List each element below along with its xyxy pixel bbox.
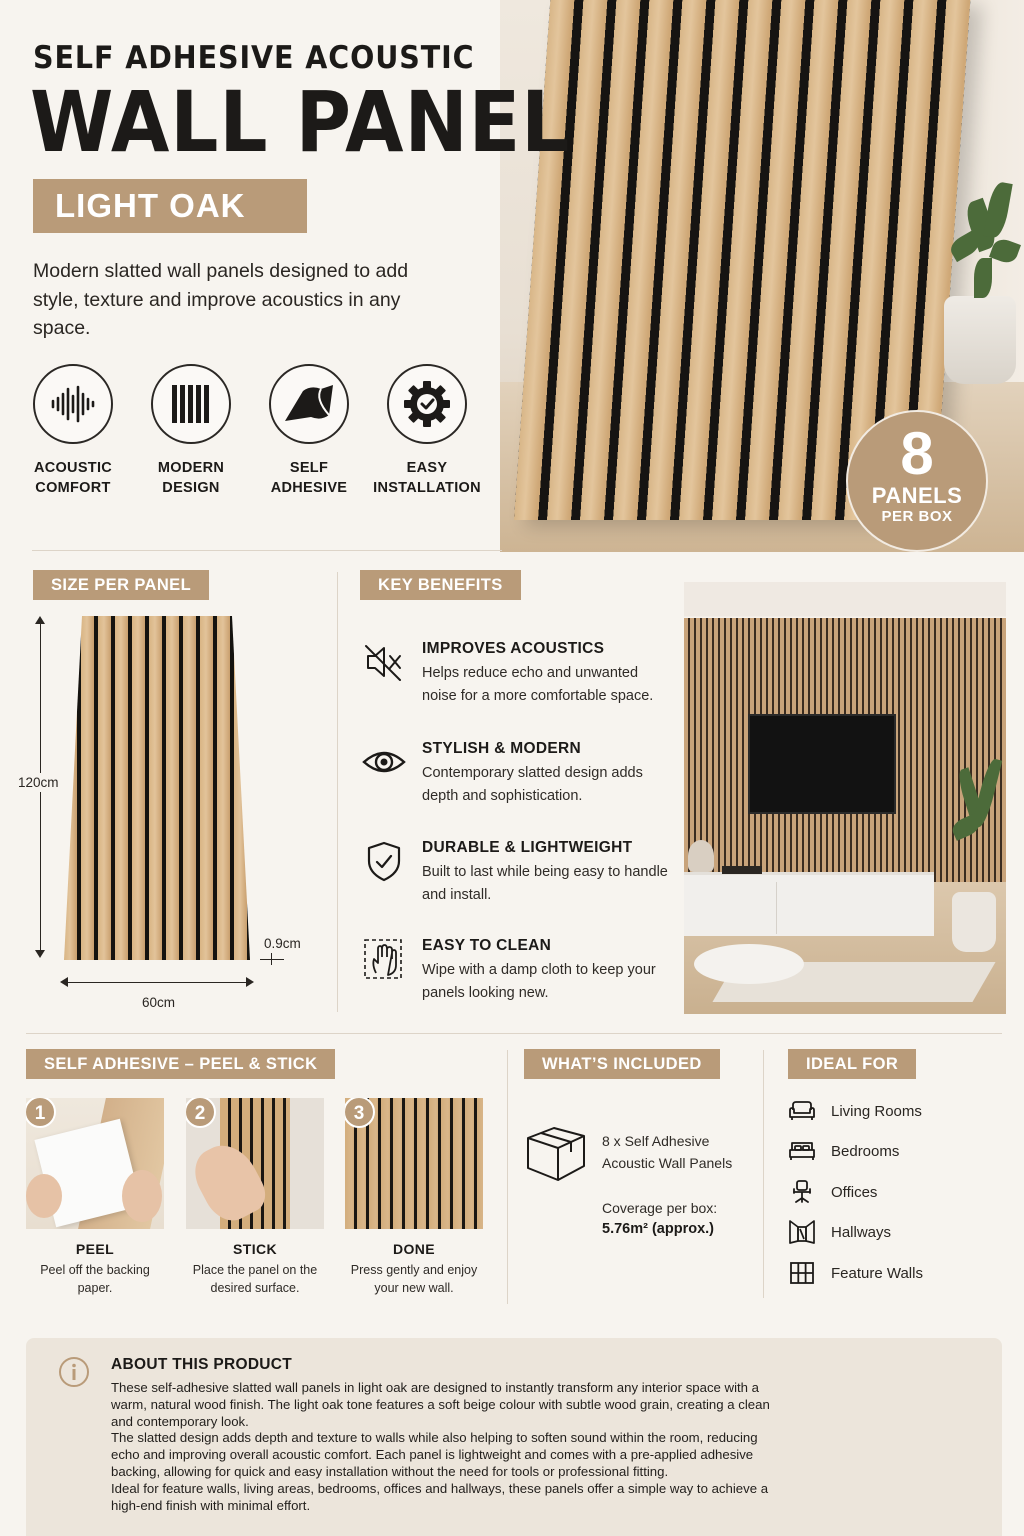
benefit-title: EASY TO CLEAN [422, 937, 552, 954]
coverage-value: 5.76m² (approx.) [602, 1221, 714, 1237]
plant-leaf [974, 258, 992, 298]
benefit-acoustics [362, 640, 672, 708]
benefit-title: DURABLE & LIGHTWEIGHT [422, 839, 633, 856]
about-body [111, 1380, 771, 1514]
arrow-left-icon [60, 977, 68, 987]
shield-check-icon [362, 839, 406, 883]
benefit-desc: Wipe with a damp cloth to keep your panels looking new. [422, 962, 656, 1001]
step-number: 2 [186, 1098, 216, 1128]
panel-size-illustration [64, 616, 250, 960]
benefit-title: STYLISH & MODERN [422, 740, 581, 757]
peel-sheet-icon [269, 364, 349, 444]
ideal-label: Offices [831, 1183, 878, 1201]
box-icon [524, 1122, 588, 1184]
cabinet-seam [776, 882, 777, 934]
benefit-desc: Helps reduce echo and unwanted noise for a more comfortable space. [422, 665, 654, 704]
ideal-item-offices [787, 1178, 877, 1206]
included-tag: WHAT’S INCLUDED [524, 1049, 720, 1079]
ideal-label: Hallways [831, 1223, 892, 1241]
feature-label: ACOUSTIC COMFORT [33, 460, 113, 496]
hero-title: WALL PANEL [30, 73, 571, 171]
tv-cabinet [684, 872, 934, 936]
benefit-title: IMPROVES ACOUSTICS [422, 640, 605, 657]
arrow-right-icon [246, 977, 254, 987]
hand-wipe-icon [362, 937, 406, 981]
ideal-label: Living Rooms [831, 1102, 922, 1120]
step-title: PEEL [75, 1241, 115, 1257]
speaker-mute-icon [362, 640, 406, 684]
feature-design [131, 364, 251, 498]
step-peel [26, 1098, 164, 1297]
step-desc: Peel off the backing paper. [40, 1263, 150, 1295]
width-dimension-line [64, 982, 250, 983]
ideal-item-bedrooms [787, 1137, 899, 1165]
divider [26, 1033, 1002, 1034]
hallway-icon [787, 1218, 817, 1246]
ideal-item-living-rooms [787, 1097, 922, 1125]
thickness-line [260, 959, 284, 960]
feature-label: EASY INSTALLATION [373, 460, 481, 496]
about-paragraph: The slatted design adds depth and texture to walls while also helping to soften sound within the room, reducing echo and improving overall acoustic comfort. Each panel is lightweight and comes with a pre-applied adhesive backing, allowing for quick and easy installation without the need for tools or professional fitting. [111, 1430, 758, 1479]
arrow-down-icon [35, 950, 45, 958]
about-paragraph: Ideal for feature walls, living areas, bedrooms, offices and hallways, these panels offer a simple way to achieve a high-end finish with minimal effort. [111, 1480, 769, 1513]
tv-screen [748, 714, 896, 814]
feature-acoustic [13, 364, 133, 498]
step-number: 1 [26, 1098, 56, 1128]
gear-check-icon [387, 364, 467, 444]
benefit-clean [362, 937, 672, 1005]
feature-installation [367, 364, 487, 498]
step-title: STICK [233, 1241, 277, 1257]
step-image [345, 1098, 483, 1229]
step-desc: Press gently and enjoy your new wall. [350, 1263, 478, 1295]
speaker-box [722, 866, 762, 874]
included-item: 8 x Self Adhesive Acoustic Wall Panels [602, 1133, 733, 1171]
ideal-tag: IDEAL FOR [788, 1049, 916, 1079]
eye-icon [362, 740, 406, 784]
info-icon [58, 1356, 90, 1388]
divider [763, 1050, 764, 1298]
steps-tag: SELF ADHESIVE – PEEL & STICK [26, 1049, 335, 1079]
vase [688, 840, 714, 872]
benefit-desc: Built to last while being easy to handle and install. [422, 864, 668, 903]
bed-icon [787, 1137, 817, 1165]
divider [337, 572, 338, 1012]
divider [507, 1050, 508, 1304]
coverage-label: Coverage per box: [602, 1200, 718, 1216]
box-label: PANELS [871, 483, 963, 508]
thickness-tick [271, 953, 272, 965]
step-image [26, 1098, 164, 1229]
hand-left [26, 1174, 62, 1218]
feature-label: MODERN DESIGN [157, 460, 225, 496]
about-title: ABOUT THIS PRODUCT [111, 1356, 293, 1373]
step-done [345, 1098, 483, 1297]
step-desc: Place the panel on the desired surface. [192, 1263, 318, 1295]
size-tag: SIZE PER PANEL [33, 570, 209, 600]
height-label: 120cm [18, 775, 59, 790]
ideal-item-feature-walls [787, 1259, 923, 1287]
arrow-up-icon [35, 616, 45, 624]
box-sublabel: PER BOX [881, 508, 953, 525]
box-count: 8 [900, 420, 934, 487]
feature-adhesive [249, 364, 369, 498]
benefit-style [362, 740, 672, 808]
room-lifestyle-photo [684, 582, 1006, 1014]
ideal-item-hallways [787, 1218, 891, 1246]
sound-wave-icon [33, 364, 113, 444]
width-label: 60cm [142, 995, 176, 1010]
coffee-table [694, 944, 804, 984]
plant-pot [952, 892, 996, 952]
hand-right [122, 1170, 162, 1222]
benefit-desc: Contemporary slatted design adds depth and sophistication. [422, 765, 643, 804]
thickness-label: 0.9cm [264, 936, 301, 951]
ideal-label: Bedrooms [831, 1142, 900, 1160]
variant-badge: LIGHT OAK [33, 179, 307, 233]
benefits-tag: KEY BENEFITS [360, 570, 521, 600]
slats-icon [151, 364, 231, 444]
benefit-durable [362, 839, 672, 907]
hero-intro: Modern slatted wall panels designed to add style, texture and improve acoustics in any space. [33, 260, 409, 339]
hero-subtitle: SELF ADHESIVE ACOUSTIC [33, 40, 475, 76]
sofa-icon [787, 1097, 817, 1125]
grid-wall-icon [787, 1259, 817, 1287]
feature-label: SELF ADHESIVE [270, 460, 348, 496]
plant-pot [944, 296, 1016, 384]
office-chair-icon [787, 1178, 817, 1206]
step-stick [186, 1098, 324, 1297]
step-title: DONE [392, 1241, 436, 1257]
about-paragraph: These self-adhesive slatted wall panels in light oak are designed to instantly transform any interior space with a warm, natural wood finish. The light oak tone features a soft beige colour with subtle wood grain, creating a clean and contemporary look. [111, 1380, 770, 1429]
panels-per-box-badge [846, 410, 988, 552]
ideal-label: Feature Walls [831, 1264, 923, 1282]
step-number: 3 [345, 1098, 375, 1128]
step-image [186, 1098, 324, 1229]
divider [32, 550, 502, 551]
